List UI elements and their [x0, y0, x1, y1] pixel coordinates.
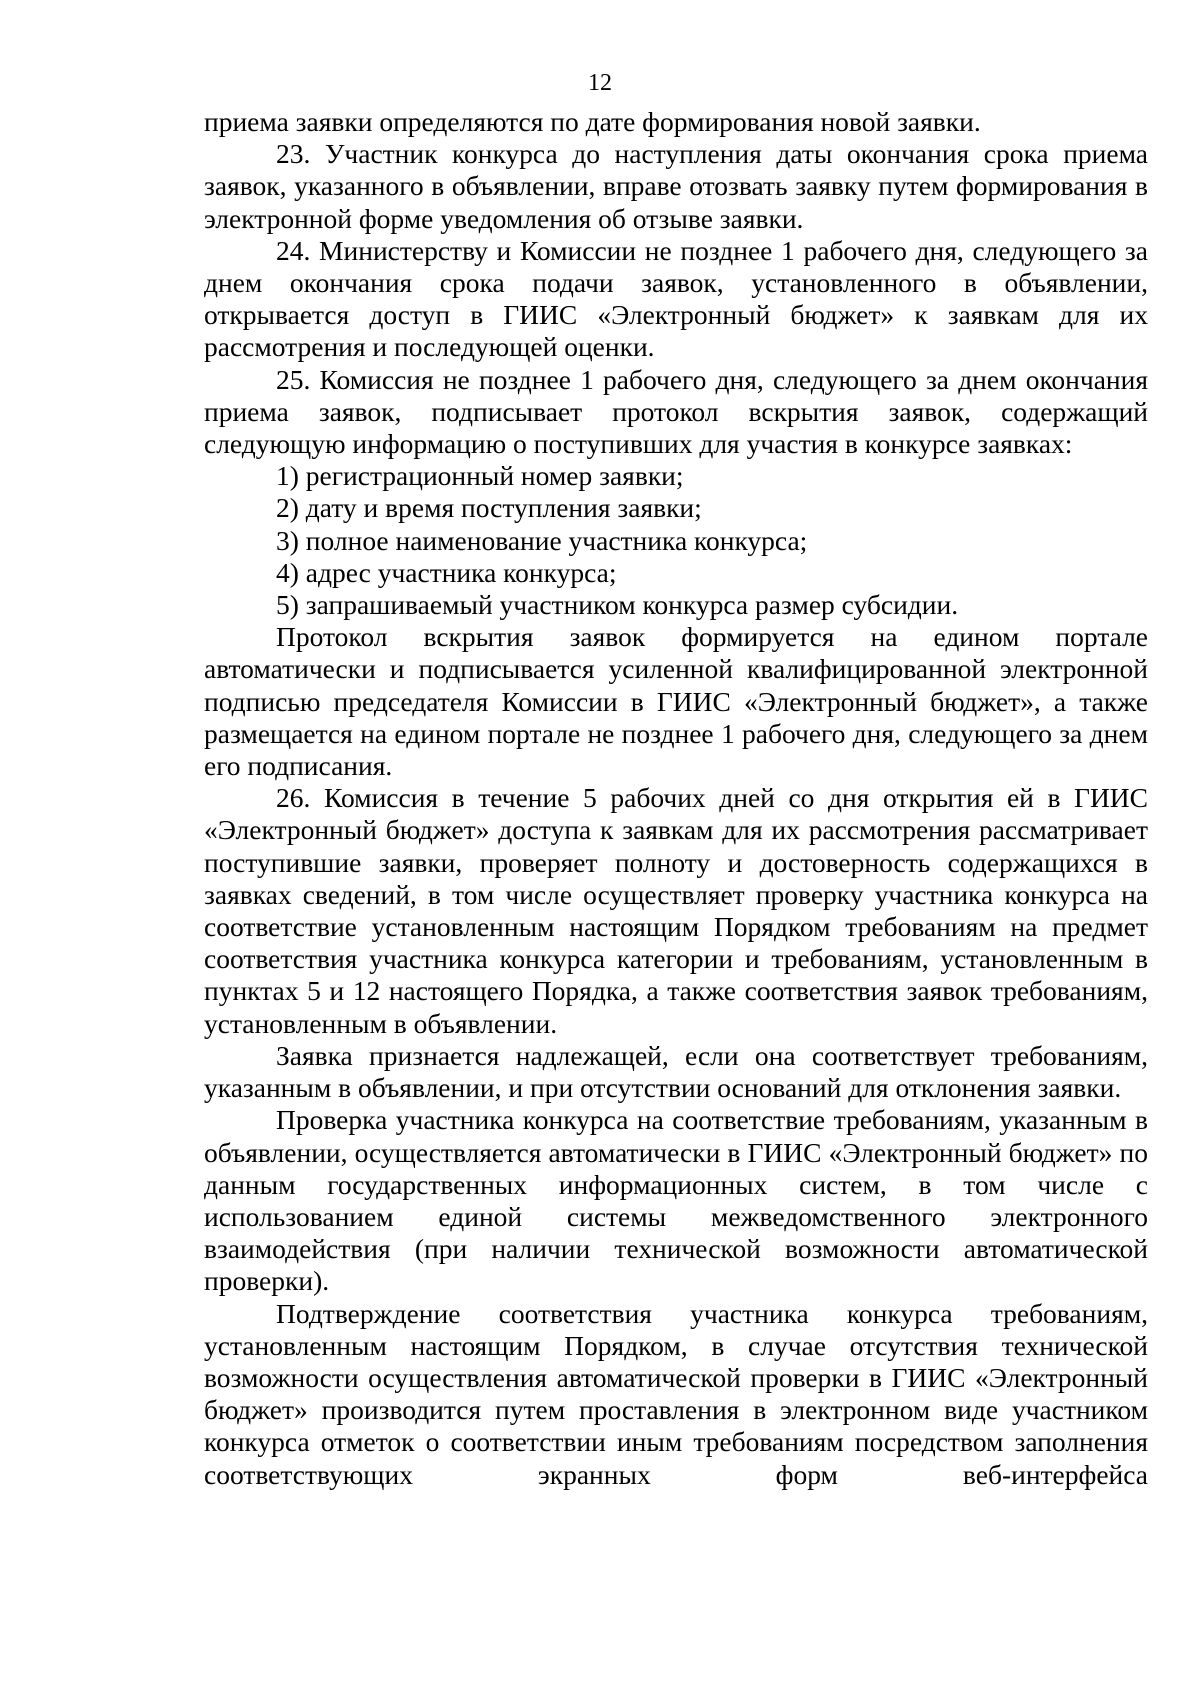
paragraph-item-25: 25. Комиссия не позднее 1 рабочего дня, следующего за днем окончания приема заявок, подписывает протокол вскрытия заявок, содержащий следующую информацию о поступивших для участия в конкурсе заявках:: [204, 363, 1148, 460]
list-item: 5) запрашиваемый участником конкурса размер субсидии.: [276, 589, 959, 621]
list-item: 3) полное наименование участника конкурса;: [276, 524, 808, 556]
paragraph: приема заявки определяются по дате формирования новой заявки.: [204, 106, 981, 137]
list-item: 4) адрес участника конкурса;: [276, 556, 617, 588]
paragraph: Заявка признается надлежащей, если она соответствует требованиям, указанным в объявлении, и при отсутствии оснований для отклонения заявки.: [204, 1039, 1148, 1104]
paragraph: Подтверждение соответствия участника конкурса требованиям, установленным настоящим Порядком, в случае отсутствия технической возможности осуществления автоматической проверки в ГИИС «Электронный бюджет» производится путем проставления в электронном виде участником конкурса отметок о соответствии иным требованиям посредством заполнения соответствующих экранных форм веб-интерфейса: [204, 1297, 1148, 1490]
paragraph: Проверка участника конкурса на соответствие требованиям, указанным в объявлении, осуществляется автоматически в ГИИС «Электронный бюджет» по данным государственных информационных систем, в том числе с использованием единой системы межведомственного электронного взаимодействия (при наличии технической возможности автоматической проверки).: [204, 1104, 1148, 1297]
document-body: [204, 106, 1148, 1491]
paragraph-item-24: 24. Министерству и Комиссии не позднее 1 рабочего дня, следующего за днем окончания срока подачи заявок, установленного в объявлении, открывается доступ в ГИИС «Электронный бюджет» к заявкам для их рассмотрения и последующей оценки.: [204, 234, 1148, 363]
paragraph-item-23: 23. Участник конкурса до наступления даты окончания срока приема заявок, указанного в объявлении, вправе отозвать заявку путем формирования в электронной форме уведомления об отзыве заявки.: [204, 138, 1148, 234]
paragraph-item-26: 26. Комиссия в течение 5 рабочих дней со дня открытия ей в ГИИС «Электронный бюджет» доступа к заявкам для их рассмотрения рассматривает поступившие заявки, проверяет полноту и достоверность содержащихся в заявках сведений, в том числе осуществляет проверку участника конкурса на соответствие установленным настоящим Порядком требованиям на предмет соответствия участника конкурса категории и требованиям, установленным в пунктах 5 и 12 настоящего Порядка, а также соответствия заявок требованиям, установленным в объявлении.: [204, 782, 1148, 1039]
list-item: 1) регистрационный номер заявки;: [276, 460, 684, 492]
list-item: 2) дату и время поступления заявки;: [276, 492, 702, 524]
page-number: 12: [588, 70, 612, 96]
paragraph: Протокол вскрытия заявок формируется на едином портале автоматически и подписывается усиленной квалифицированной электронной подписью председателя Комиссии в ГИИС «Электронный бюджет», а также размещается на едином портале не позднее 1 рабочего дня, следующего за днем его подписания.: [204, 621, 1148, 782]
